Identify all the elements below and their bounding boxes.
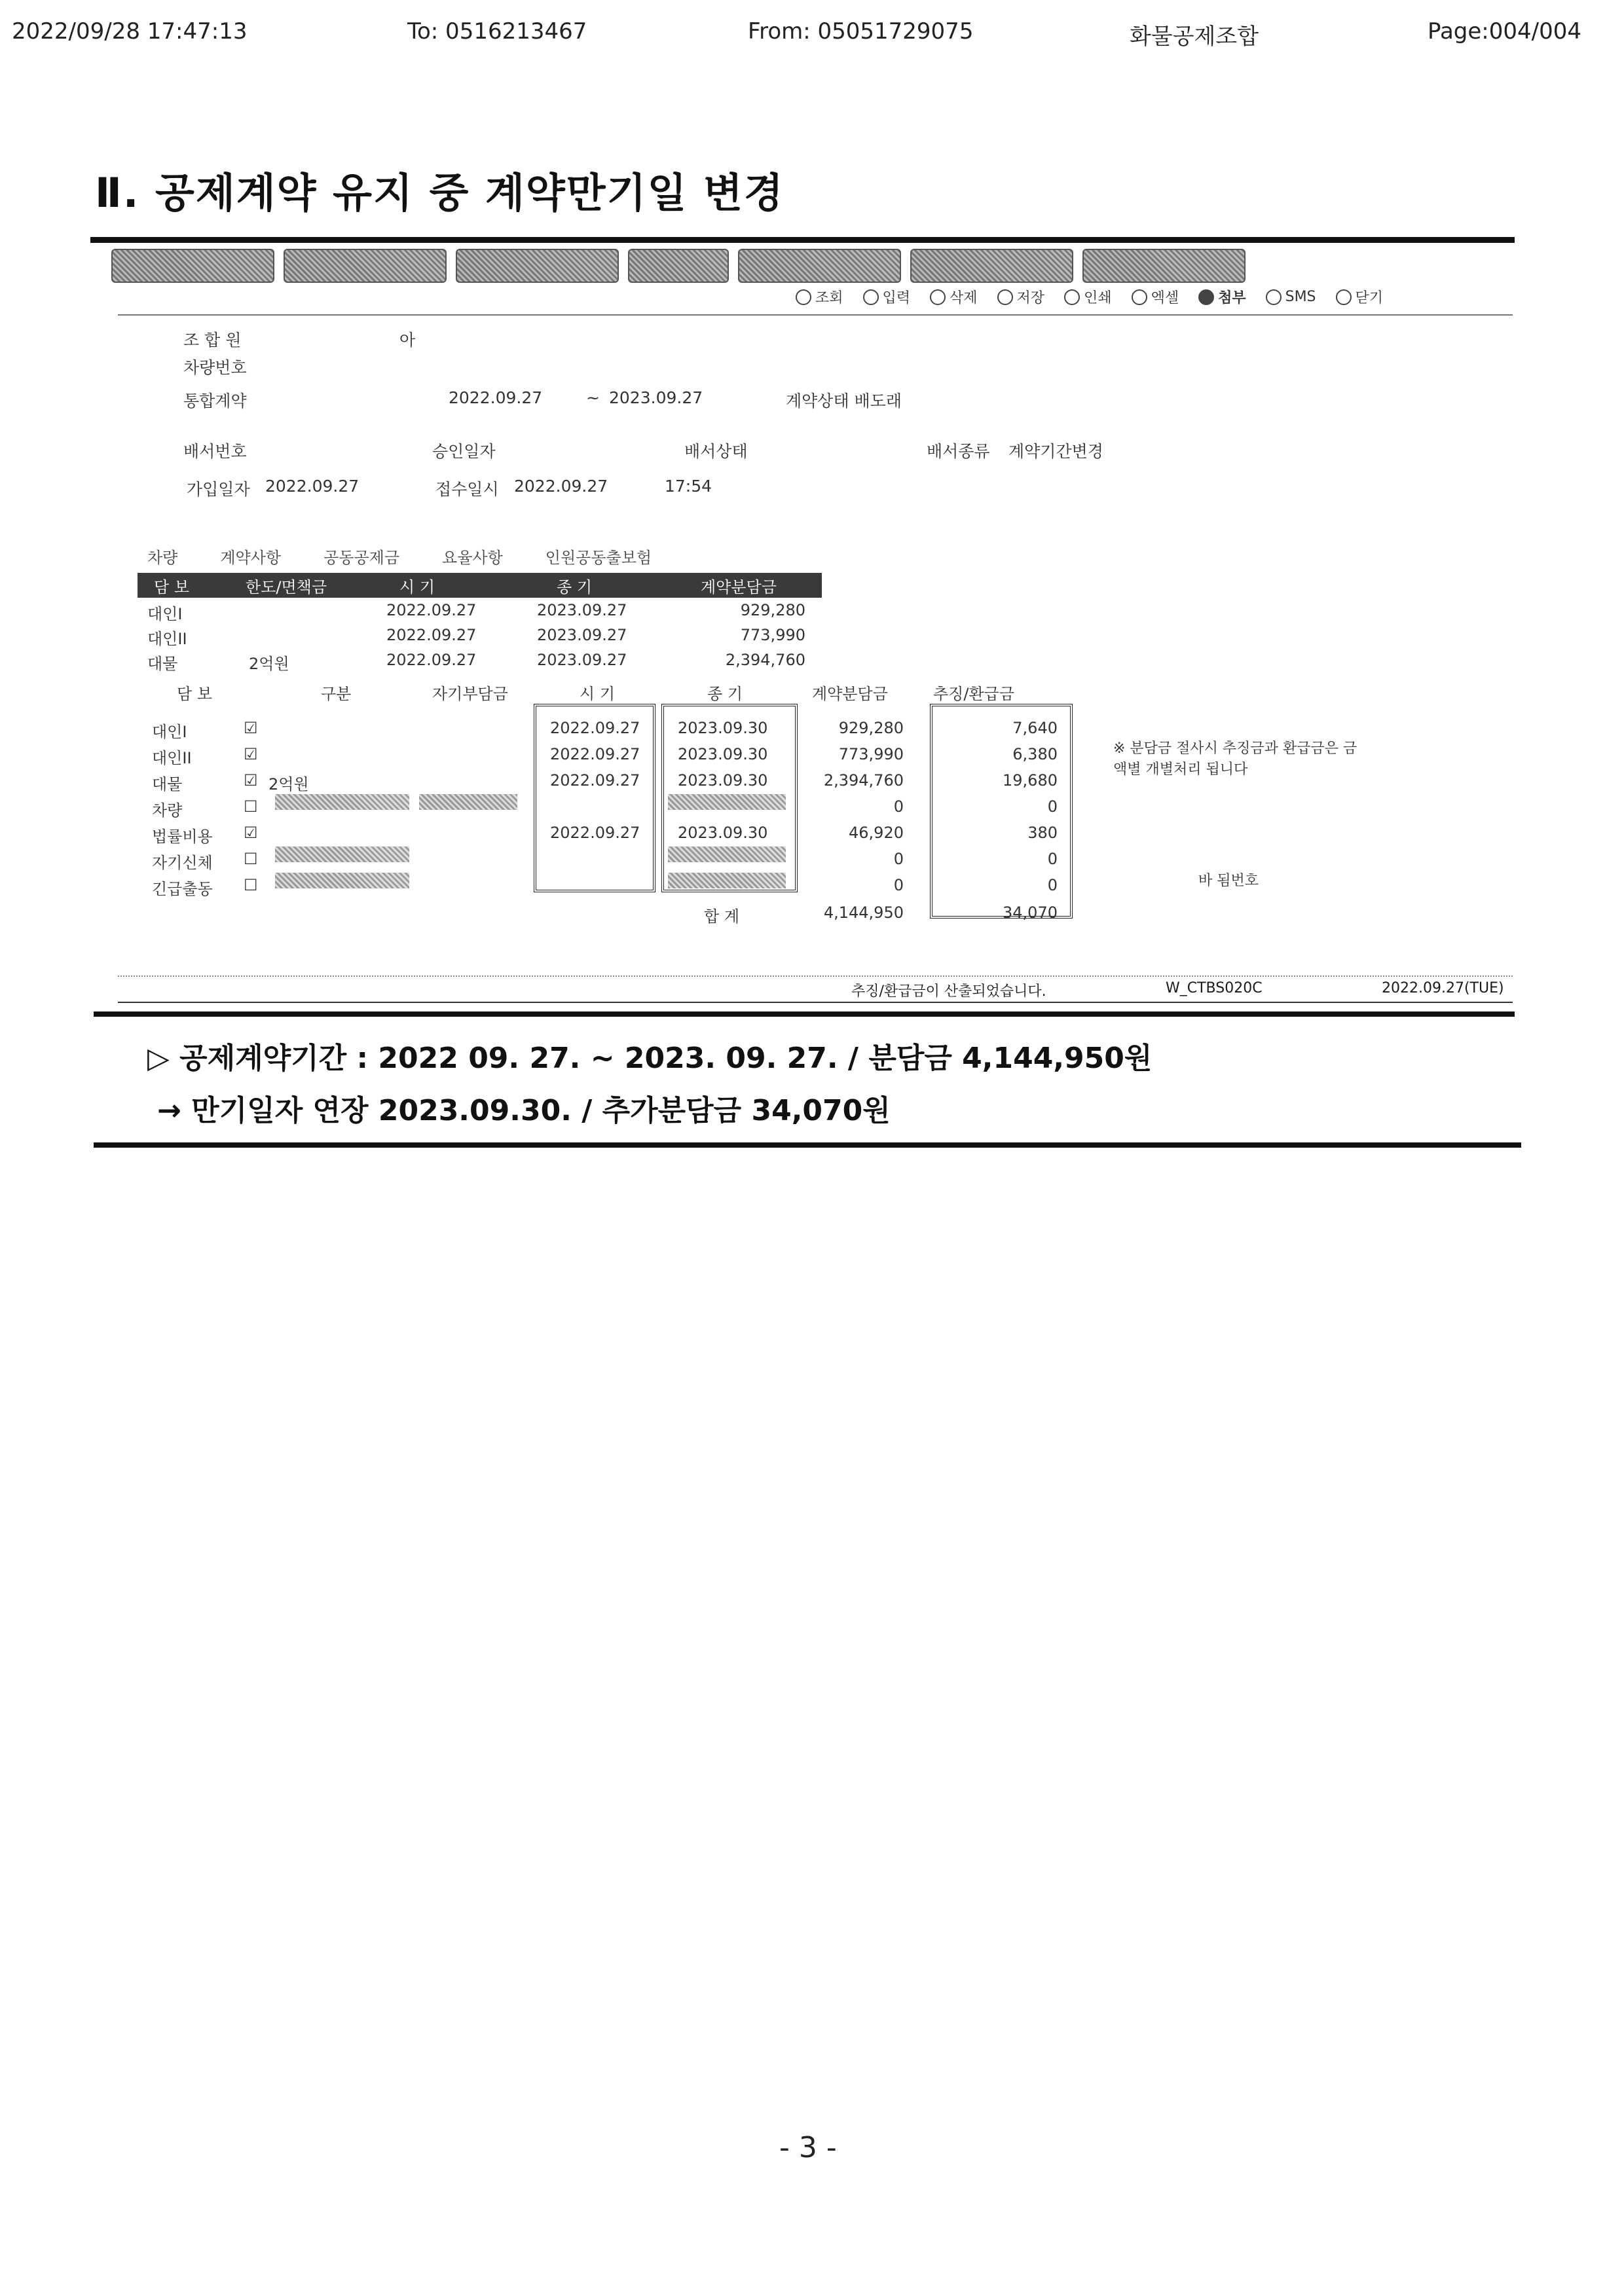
member-label: 조 합 원	[183, 331, 242, 350]
endorse-type-value: 계약기간변경	[1008, 442, 1103, 461]
main-cell-start: 2022.09.27	[550, 719, 640, 737]
coverage-checkbox[interactable]: ☑	[244, 771, 258, 790]
period-end: 2023.09.27	[609, 388, 703, 407]
main-cell-amount: 0	[893, 850, 904, 868]
status-bar	[118, 975, 1513, 1003]
module-tab[interactable]	[456, 249, 619, 283]
receipt-time: 17:54	[665, 477, 712, 496]
mh-deductible: 자기부담금	[432, 685, 508, 703]
input-icon	[863, 289, 879, 305]
top-cell-start: 2022.09.27	[386, 626, 477, 644]
page-number: - 3 -	[779, 2131, 837, 2164]
redacted-field	[275, 794, 409, 810]
main-cell-adjust: 6,380	[1012, 745, 1058, 763]
top-cell-end: 2023.09.27	[537, 626, 627, 644]
toolbar-input-button[interactable]: 입력	[863, 287, 911, 307]
toolbar-divider	[118, 314, 1513, 316]
tab-joint-fund[interactable]: 공동공제금	[323, 549, 400, 567]
toolbar-save-button[interactable]: 저장	[997, 287, 1045, 307]
redacted-field	[668, 847, 786, 862]
module-tab[interactable]	[738, 249, 901, 283]
module-tab[interactable]	[284, 249, 447, 283]
fax-datetime: 2022/09/28 17:47:13	[12, 18, 248, 45]
mh-coverage: 담 보	[177, 685, 212, 703]
coverage-checkbox[interactable]: ☑	[244, 824, 258, 842]
module-tab[interactable]	[111, 249, 274, 283]
status-date: 2022.09.27(TUE)	[1382, 980, 1504, 996]
main-cell-coverage: 차량	[152, 801, 183, 820]
main-cell-amount: 773,990	[838, 745, 904, 763]
top-cell-coverage: 대인I	[147, 605, 183, 623]
tab-contract[interactable]: 계약사항	[220, 549, 282, 567]
main-cell-coverage: 대인I	[152, 723, 187, 741]
top-cell-amount: 2,394,760	[725, 651, 805, 669]
redacted-field	[275, 847, 409, 862]
integrated-label: 통합계약	[183, 392, 247, 410]
toolbar-query-button[interactable]: 조회	[796, 287, 843, 307]
top-cell-start: 2022.09.27	[386, 601, 477, 619]
tab-vehicle[interactable]: 차량	[147, 549, 178, 567]
th-amount: 계약분담금	[701, 577, 777, 596]
main-cell-amount: 46,920	[849, 824, 904, 842]
total-amount: 4,144,950	[823, 903, 904, 922]
top-cell-coverage: 대인II	[147, 630, 187, 648]
detail-tabs	[147, 545, 652, 568]
main-cell-adjust: 0	[1047, 876, 1058, 894]
mh-adjust: 추징/환급금	[933, 685, 1015, 703]
coverage-checkbox[interactable]: ☐	[244, 876, 258, 894]
period-start: 2022.09.27	[449, 388, 543, 407]
toolbar-close-button[interactable]: 닫기	[1336, 287, 1384, 307]
top-table-header	[138, 573, 822, 598]
delete-icon	[930, 289, 946, 305]
main-cell-end: 2023.09.30	[678, 771, 768, 790]
coverage-checkbox[interactable]: ☐	[244, 850, 258, 868]
main-cell-coverage: 자기신체	[152, 854, 213, 872]
mh-type: 구분	[321, 685, 352, 703]
toolbar-sms-button[interactable]: SMS	[1266, 287, 1316, 307]
fax-org: 화물공제조합	[1130, 24, 1259, 50]
mh-start: 시 기	[580, 685, 615, 703]
main-cell-end: 2023.09.30	[678, 824, 768, 842]
sms-icon	[1266, 289, 1282, 305]
join-date: 2022.09.27	[265, 477, 360, 496]
top-cell-coverage: 대물	[147, 655, 178, 673]
attach-icon	[1198, 289, 1214, 305]
query-icon	[796, 289, 811, 305]
join-date-label: 가입일자	[187, 480, 250, 499]
redacted-field	[275, 873, 409, 888]
main-cell-start: 2022.09.27	[550, 745, 640, 763]
fax-page: Page:004/004	[1428, 18, 1582, 45]
excel-icon	[1132, 289, 1147, 305]
mh-amount: 계약분담금	[812, 685, 888, 703]
total-label: 합 계	[704, 907, 739, 926]
coverage-checkbox[interactable]: ☐	[244, 797, 258, 816]
redacted-field	[668, 873, 786, 888]
status-message: 추징/환급금이 산출되었습니다.	[851, 983, 1046, 1000]
account-label: 바 됨번호	[1198, 873, 1259, 889]
toolbar-delete-button[interactable]: 삭제	[930, 287, 978, 307]
embedded-screenshot	[92, 242, 1513, 1008]
main-cell-adjust: 0	[1047, 850, 1058, 868]
toolbar-attach-button[interactable]: 첨부	[1198, 287, 1246, 307]
total-adjust: 34,070	[1003, 903, 1058, 922]
redacted-field	[668, 794, 786, 810]
endorse-status-label: 배서상태	[684, 442, 748, 461]
adjust-note: ※ 분담금 절사시 추징금과 환급금은 금액별 개별처리 됩니다	[1113, 740, 1357, 778]
top-cell-amount: 773,990	[740, 626, 805, 644]
redacted-field	[419, 794, 517, 810]
main-cell-amount: 0	[893, 797, 904, 816]
save-icon	[997, 289, 1013, 305]
summary-line-2: → 만기일자 연장 2023.09.30. / 추가분담금 34,070원	[157, 1094, 891, 1127]
main-cell-start: 2022.09.27	[550, 824, 640, 842]
vehicle-label: 차량번호	[183, 358, 247, 377]
endorse-type-label: 배서종류	[927, 442, 990, 461]
main-cell-adjust: 380	[1027, 824, 1058, 842]
coverage-checkbox[interactable]: ☑	[244, 745, 258, 763]
approval-label: 승인일자	[432, 442, 496, 461]
main-cell-adjust: 7,640	[1012, 719, 1058, 737]
top-cell-end: 2023.09.27	[537, 651, 627, 669]
section-title: Ⅱ. 공제계약 유지 중 계약만기일 변경	[95, 169, 784, 217]
toolbar-excel-button[interactable]: 엑셀	[1132, 287, 1179, 307]
screen-id: W_CTBS020C	[1166, 980, 1263, 996]
mid-rule	[94, 1011, 1515, 1017]
summary-line-1: ▷ 공제계약기간 : 2022 09. 27. ~ 2023. 09. 27. / 분담금 4,144,950원	[147, 1042, 1153, 1075]
member-value: 아	[399, 331, 416, 350]
main-cell-amount: 929,280	[838, 719, 904, 737]
th-limit: 한도/면책금	[246, 577, 327, 596]
main-cell-start: 2022.09.27	[550, 771, 640, 790]
top-cell-end: 2023.09.27	[537, 601, 627, 619]
top-cell-amount: 929,280	[740, 601, 805, 619]
receipt-date: 2022.09.27	[514, 477, 608, 496]
main-cell-coverage: 긴급출동	[152, 880, 213, 898]
module-tab-bar	[111, 249, 1246, 285]
endorse-no-label: 배서번호	[183, 442, 247, 461]
main-cell-coverage: 대물	[152, 775, 183, 793]
contract-status: 계약상태 배도래	[786, 392, 902, 410]
bottom-rule	[94, 1142, 1521, 1148]
period-sep: ~	[586, 388, 600, 407]
fax-to: To: 0516213467	[407, 18, 587, 45]
main-cell-coverage: 대인II	[152, 749, 192, 767]
main-cell-adjust: 0	[1047, 797, 1058, 816]
mh-end: 종 기	[707, 685, 743, 703]
receipt-label: 접수일시	[435, 480, 499, 499]
top-cell-limit: 2억원	[249, 655, 289, 673]
th-end: 종 기	[557, 577, 592, 596]
toolbar-print-button[interactable]: 인쇄	[1064, 287, 1112, 307]
module-tab[interactable]	[628, 249, 729, 283]
fax-from: From: 05051729075	[748, 18, 974, 45]
toolbar	[796, 287, 1383, 307]
main-cell-amount: 2,394,760	[823, 771, 904, 790]
top-cell-start: 2022.09.27	[386, 651, 477, 669]
main-cell-end: 2023.09.30	[678, 719, 768, 737]
main-cell-adjust: 19,680	[1003, 771, 1058, 790]
print-icon	[1064, 289, 1080, 305]
close-icon	[1336, 289, 1352, 305]
tab-insurance[interactable]: 인원공동출보험	[545, 549, 652, 567]
th-coverage: 담 보	[154, 577, 189, 596]
th-start: 시 기	[399, 577, 435, 596]
tab-rates[interactable]: 요율사항	[442, 549, 503, 567]
main-cell-amount: 0	[893, 876, 904, 894]
main-cell-end: 2023.09.30	[678, 745, 768, 763]
module-tab[interactable]	[910, 249, 1073, 283]
module-tab[interactable]	[1082, 249, 1246, 283]
coverage-checkbox[interactable]: ☑	[244, 719, 258, 737]
main-cell-type: 2억원	[268, 775, 309, 793]
main-cell-coverage: 법률비용	[152, 828, 213, 846]
